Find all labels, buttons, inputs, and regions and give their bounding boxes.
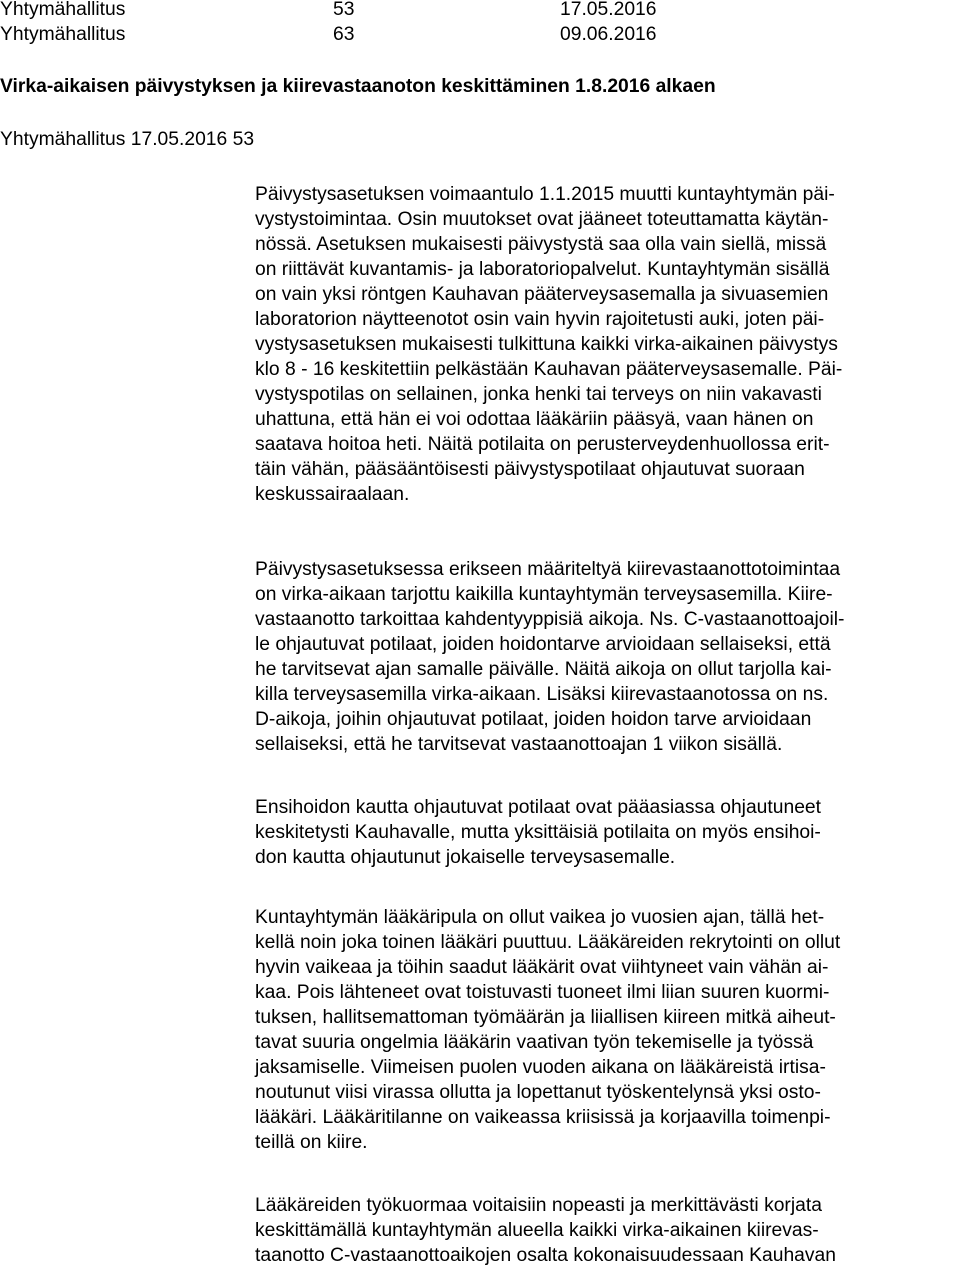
paragraph-4-line: hyvin vaikeaa ja töihin saadut lääkärit ovat viihtyneet vain vähän ai- (255, 957, 829, 978)
paragraph-2-line: on virka-aikaan tarjottu kaikilla kuntayhtymän terveysasemilla. Kiire- (255, 584, 833, 605)
paragraph-2-line: sellaiseksi, että he tarvitsevat vastaanottoajan 1 viikon sisällä. (255, 734, 783, 755)
paragraph-3-line: don kautta ohjautunut jokaiselle terveysasemalle. (255, 847, 676, 868)
meeting-reference: Yhtymähallitus 17.05.2016 53 (0, 129, 255, 150)
paragraph-4-line: noutunut viisi virassa ollutta ja lopettanut työskentelynsä yksi osto- (255, 1082, 821, 1103)
paragraph-5-line: keskittämällä kuntayhtymän alueella kaikki virka-aikainen kiirevas- (255, 1220, 819, 1241)
paragraph-2-line: vastaanotto tarkoittaa kahdentyyppisiä aikoja. Ns. C-vastaanottoajoil- (255, 609, 845, 630)
paragraph-3-line: keskitetysti Kauhavalle, mutta yksittäisiä potilaita on myös ensihoi- (255, 822, 821, 843)
paragraph-4-line: jaksamiselle. Viimeisen puolen vuoden aikana on lääkäreistä irtisa- (255, 1057, 826, 1078)
paragraph-4-line: kaa. Pois lähteneet ovat toistuvasti tuoneet ilmi liian suuren kuormi- (255, 982, 830, 1003)
paragraph-4-line: kellä noin joka toinen lääkäri puuttuu. Lääkäreiden rekrytointi on ollut (255, 932, 841, 953)
paragraph-1-line: vystystoimintaa. Osin muutokset ovat jääneet toteuttamatta käytän- (255, 209, 829, 230)
paragraph-4-line: lääkäri. Lääkäritilanne on vaikeassa kriisissä ja korjaavilla toimenpi- (255, 1107, 831, 1128)
paragraph-4-line: tuksen, hallitsemattoman työmäärän ja liiallisen kiireen mitkä aiheut- (255, 1007, 836, 1028)
paragraph-4-line: Kuntayhtymän lääkäripula on ollut vaikea jo vuosien ajan, tällä het- (255, 907, 825, 928)
paragraph-1-line: uhattuna, että hän ei voi odottaa lääkäriin pääsyä, vaan hänen on (255, 409, 814, 430)
header-number-2: 63 (333, 24, 355, 45)
header-date-2: 09.06.2016 (560, 24, 657, 45)
paragraph-1-line: täin vähän, pääsääntöisesti päivystyspotilaat ohjautuvat suoraan (255, 459, 805, 480)
paragraph-5-line: Lääkäreiden työkuormaa voitaisiin nopeasti ja merkittävästi korjata (255, 1195, 822, 1216)
document-title: Virka-aikaisen päivystyksen ja kiirevastaanoton keskittäminen 1.8.2016 alkaen (0, 76, 716, 97)
paragraph-2-line: Päivystysasetuksessa erikseen määriteltyä kiirevastaanottotoimintaa (255, 559, 841, 580)
paragraph-3-line: Ensihoidon kautta ohjautuvat potilaat ovat pääasiassa ohjautuneet (255, 797, 822, 818)
paragraph-4-line: tavat suuria ongelmia lääkärin vaativan työn tekemiselle ja työssä (255, 1032, 814, 1053)
paragraph-1-line: on riittävät kuvantamis- ja laboratoriopalvelut. Kuntayhtymän sisällä (255, 259, 830, 280)
paragraph-5-line: taanotto C-vastaanottoaikojen osalta kokonaisuudessaan Kauhavan (255, 1245, 836, 1266)
header-number-1: 53 (333, 0, 355, 20)
paragraph-2-line: he tarvitsevat ajan samalle päivälle. Näitä aikoja on ollut tarjolla kai- (255, 659, 832, 680)
header-body-1: Yhtymähallitus (0, 0, 126, 20)
paragraph-1-line: laboratorion näytteenotot osin vain hyvin rajoitetusti auki, joten päi- (255, 309, 825, 330)
paragraph-4-line: teillä on kiire. (255, 1132, 368, 1153)
paragraph-1-line: keskussairaalaan. (255, 484, 410, 505)
header-body-2: Yhtymähallitus (0, 24, 126, 45)
paragraph-1-line: Päivystysasetuksen voimaantulo 1.1.2015 muutti kuntayhtymän päi- (255, 184, 835, 205)
paragraph-1-line: nössä. Asetuksen mukaisesti päivystystä saa olla vain siellä, missä (255, 234, 827, 255)
paragraph-2-line: killa terveysasemilla virka-aikaan. Lisäksi kiirevastaanotossa on ns. (255, 684, 829, 705)
paragraph-1-line: klo 8 - 16 keskitettiin pelkästään Kauhavan pääterveysasemalle. Päi- (255, 359, 843, 380)
paragraph-1-line: on vain yksi röntgen Kauhavan pääterveysasemalla ja sivuasemien (255, 284, 829, 305)
paragraph-2-line: le ohjautuvat potilaat, joiden hoidontarve arvioidaan sellaiseksi, että (255, 634, 831, 655)
header-date-1: 17.05.2016 (560, 0, 657, 20)
paragraph-2-line: D-aikoja, joihin ohjautuvat potilaat, joiden hoidon tarve arvioidaan (255, 709, 812, 730)
paragraph-1-line: vystyspotilas on sellainen, jonka henki tai terveys on niin vakavasti (255, 384, 822, 405)
paragraph-1-line: saatava hoitoa heti. Näitä potilaita on perusterveydenhuollossa erit- (255, 434, 830, 455)
paragraph-1-line: vystysasetuksen mukaisesti tulkittuna kaikki virka-aikainen päivystys (255, 334, 838, 355)
